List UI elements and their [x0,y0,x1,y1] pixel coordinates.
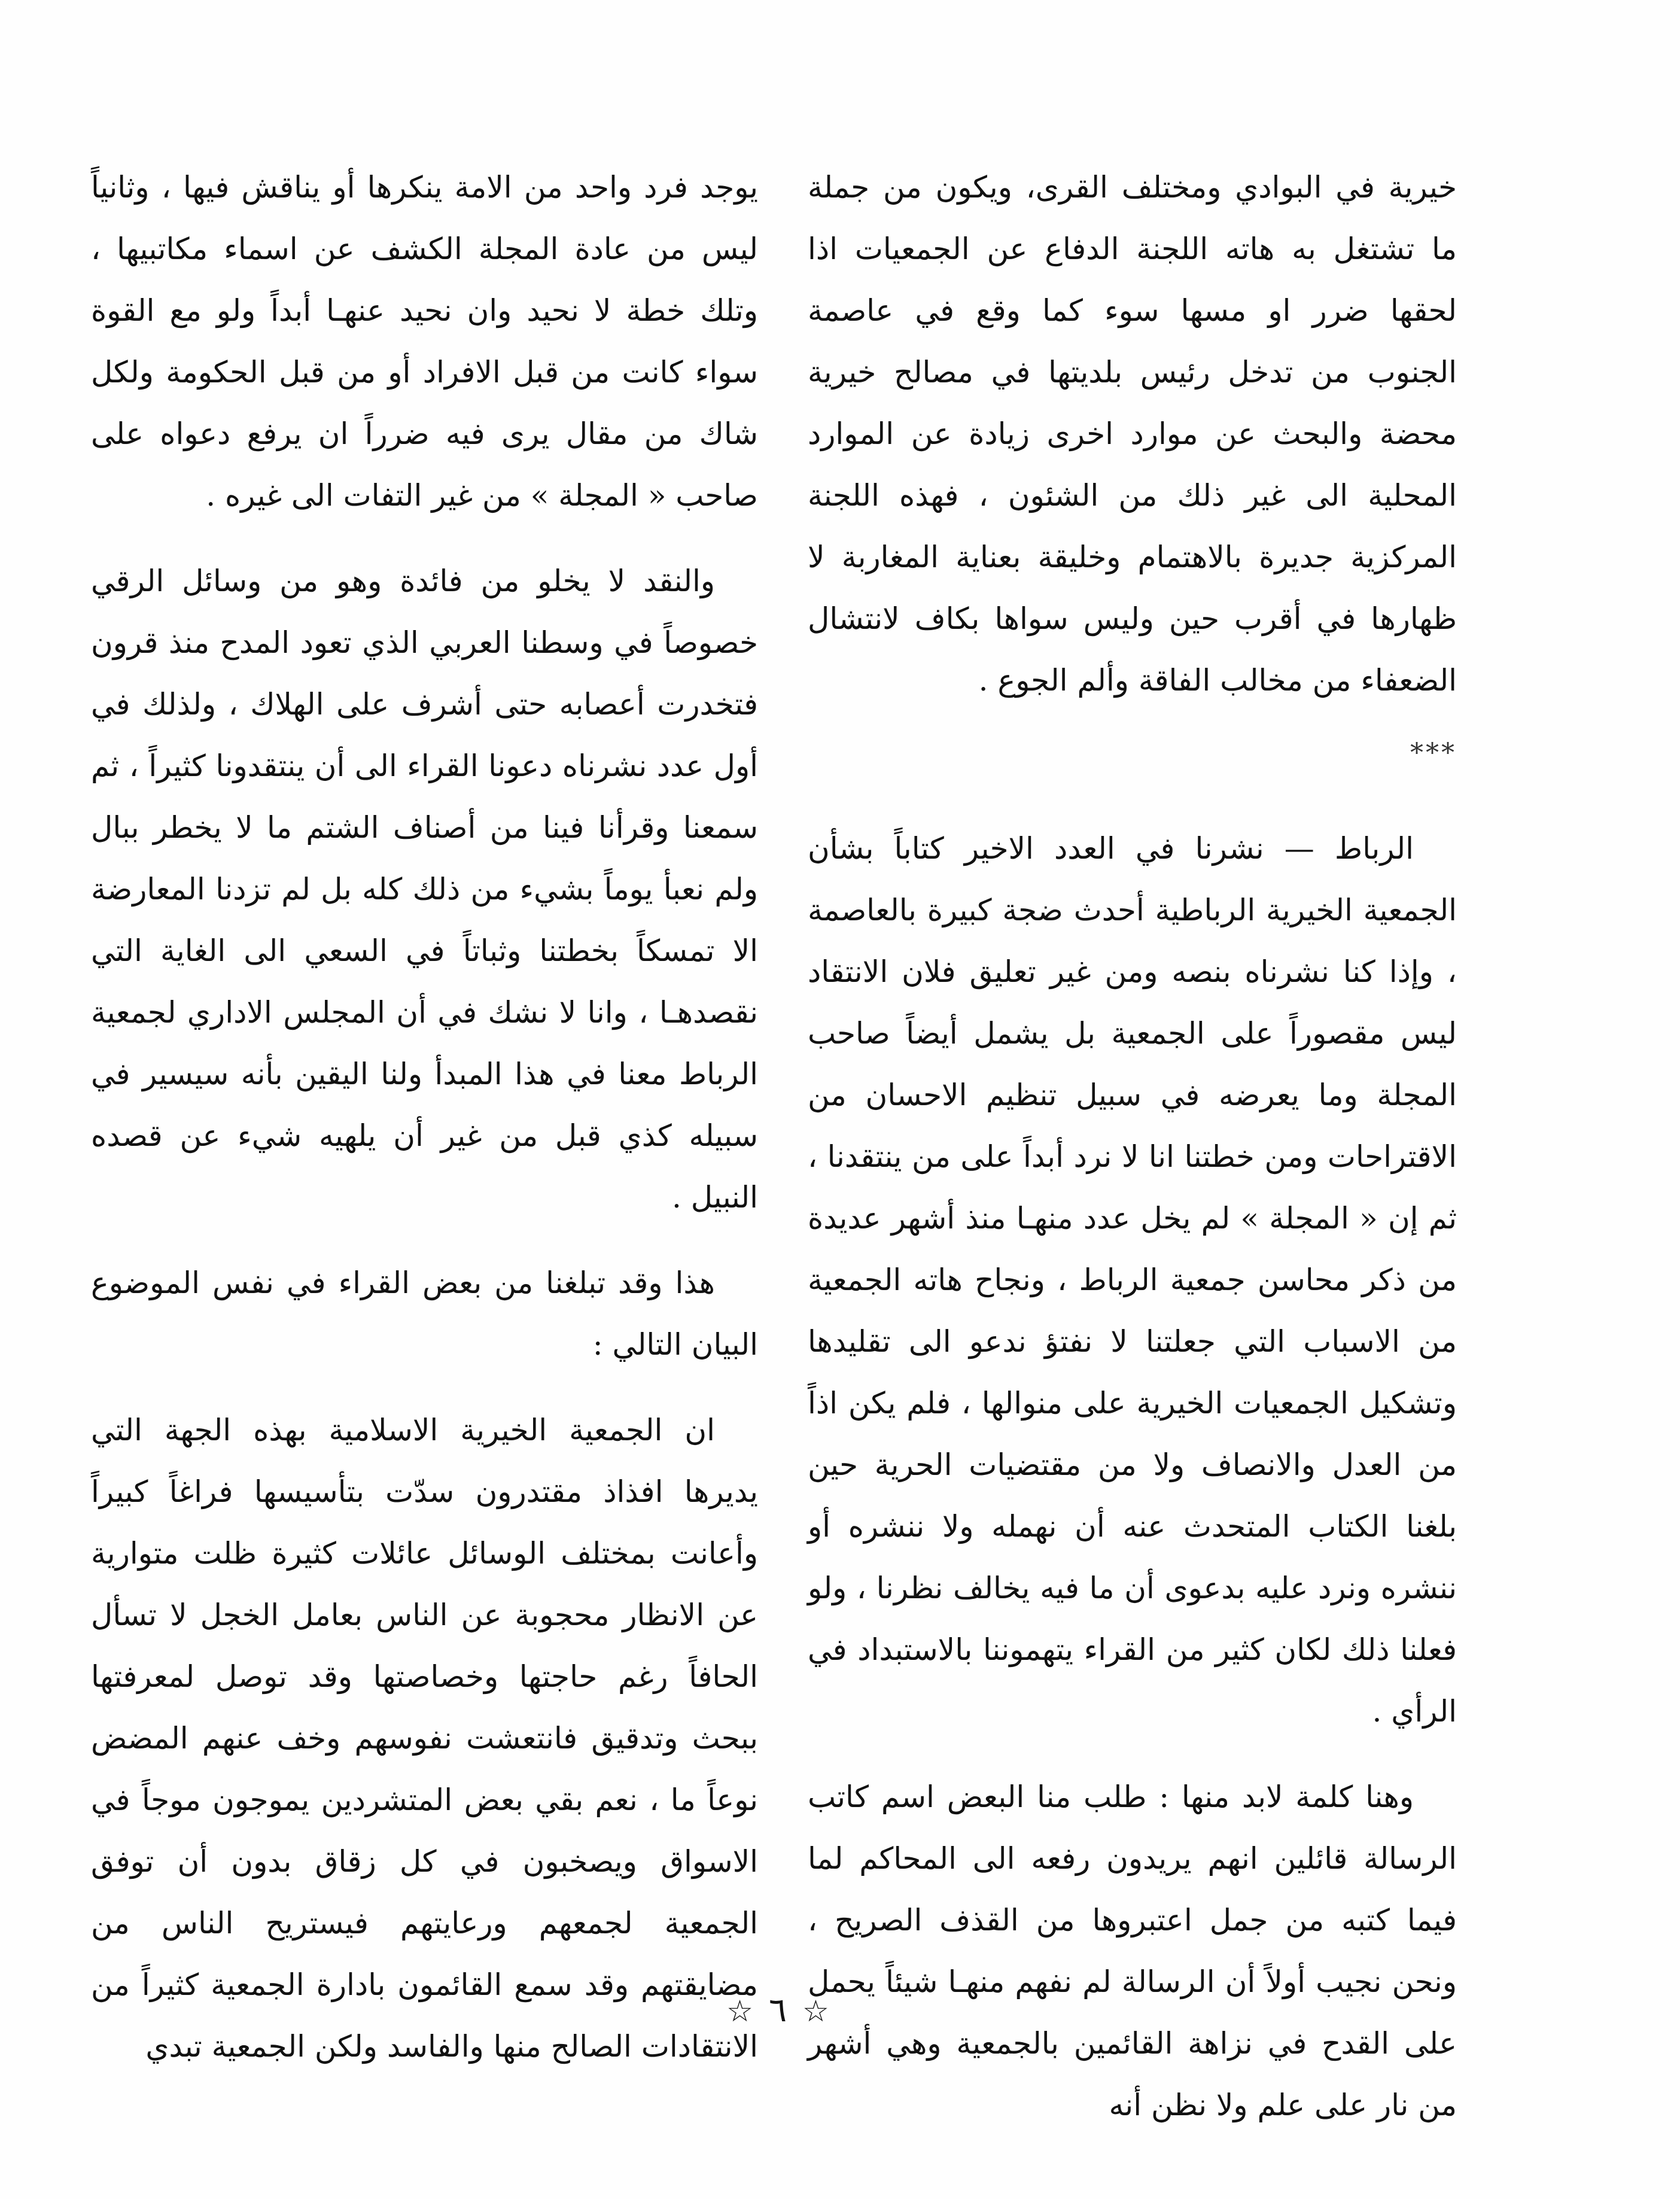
page-folio [658,1990,897,2032]
star-icon: ☆ [726,1994,753,2028]
section-divider: *** [1410,738,1457,768]
intro-paragraph: هذا وقد تبلغنا من بعض القراء في نفس الموضوع البيان التالي : [91,1266,758,1362]
left-column [91,157,758,2101]
star-icon: ☆ [802,1994,829,2028]
right-column [808,157,1457,2160]
left-continuation-paragraph: يوجد فرد واحد من الامة ينكرها أو يناقش فيها ، وثانياً ليس من عادة المجلة الكشف عن اسماء مكاتبيها ، وتلك خطة لا نحيد وان نحيد عنهـا أبداً ولو مع القوة سواء كانت من قبل الافراد أو من قبل الحكومة ولكل شاك من مقال يرى فيه ضرراً ان يرفع دعواه على صاحب « المجلة » من غير التفات الى غيره . [91,170,759,513]
page-number: ٦ [768,1991,787,2030]
right-continuation-paragraph: خيرية في البوادي ومختلف القرى، ويكون من جملة ما تشتغل به هاته اللجنة الدفاع عن الجمعيات اذا لحقها ضرر او مسها سوء كما وقع في عاصمة الجنوب من تدخل رئيس بلديتها في مصالح خيرية محضة والبحث عن موارد اخرى زيادة عن الموارد المحلية الى غير ذلك من الشئون ، فهذه اللجنة المركزية جديرة بالاهتمام وخليقة بعناية المغاربة لا ظهارها في أقرب حين وليس سواها بكاف لانتشال الضعفاء من مخالب الفاقة وألم الجوع . [808,170,1457,698]
naqd-paragraph: والنقد لا يخلو من فائدة وهو من وسائل الرقي خصوصاً في وسطنا العربي الذي تعود المدح منذ قرون فتخدرت أعصابه حتى أشرف على الهلاك ، ولذلك في أول عدد نشرناه دعونا القراء الى أن ينتقدونا كثيراً ، ثم سمعنا وقرأنا فينا من أصناف الشتم ما لا يخطر ببال ولم نعبأ يوماً بشيء من ذلك كله بل لم تزدنا المعارضة الا تمسكاً بخطتنا وثباتاً في السعي الى الغاية التي نقصدهـا ، وانا لا نشك في أن المجلس الاداري لجمعية الرباط معنا في هذا المبدأ ولنا اليقين بأنه سيسير في سبيله كذي قبل من غير أن يلهيه شيء عن قصده النبيل . [91,564,758,1215]
kalima-paragraph: وهنا كلمة لابد منها : طلب منا البعض اسم كاتب الرسالة قائلين انهم يريدون رفعه الى المحاكم لما فيما كتبه من جمل اعتبروها من القذف الصريح ، ونحن نجيب أولاً أن الرسالة لم نفهم منهـا شيئاً يحمل على القدح في نزاهة القائمين بالجمعية وهي أشهر من نار على علم ولا نظن أنه [808,1780,1457,2122]
statement-paragraph: ان الجمعية الخيرية الاسلامية بهذه الجهة التي يديرها افذاذ مقتدرون سدّت بتأسيسها فراغاً كبيراً وأعانت بمختلف الوسائل عائلات كثيرة ظلت متوارية عن الانظار محجوبة عن الناس بعامل الخجل لا تسأل الحافاً رغم حاجتها وخصاصتها وقد توصل لمعرفتها ببحث وتدقيق فانتعشت نفوسهم وخف عنهم المضض نوعاً ما ، نعم بقي بعض المتشردين يموجون موجاً في الاسواق ويصخبون في كل زقاق بدون أن توفق الجمعية لجمعهم ورعايتهم فيستريح الناس من مضايقتهم وقد سمع القائمون بادارة الجمعية كثيراً من الانتقادات الصالح منها والفاسد ولكن الجمعية تبدي [91,1413,758,2064]
rabat-paragraph: الرباط — نشرنا في العدد الاخير كتاباً بشأن الجمعية الخيرية الرباطية أحدث ضجة كبيرة بالعاصمة ، وإذا كنا نشرناه بنصه ومن غير تعليق فلان الانتقاد ليس مقصوراً على الجمعية بل يشمل أيضاً صاحب المجلة وما يعرضه في سبيل تنظيم الاحسان من الاقتراحات ومن خطتنا انا لا نرد أبداً على من ينتقدنا ، ثم إن « المجلة » لم يخل عدد منهـا منذ أشهر عديدة من ذكر محاسن جمعية الرباط ، ونجاح هاته الجمعية من الاسباب التي جعلتنا لا نفتؤ ندعو الى تقليدها وتشكيل الجمعيات الخيرية على منوالها ، فلم يكن اذاً من العدل والانصاف ولا من مقتضيات الحرية حين بلغنا الكتاب المتحدث عنه أن نهمله ولا ننشره أو ننشره ونرد عليه بدعوى أن ما فيه يخالف نظرنا ، ولو فعلنا ذلك لكان كثير من القراء يتهموننا بالاستبداد في الرأي . [808,831,1457,1729]
